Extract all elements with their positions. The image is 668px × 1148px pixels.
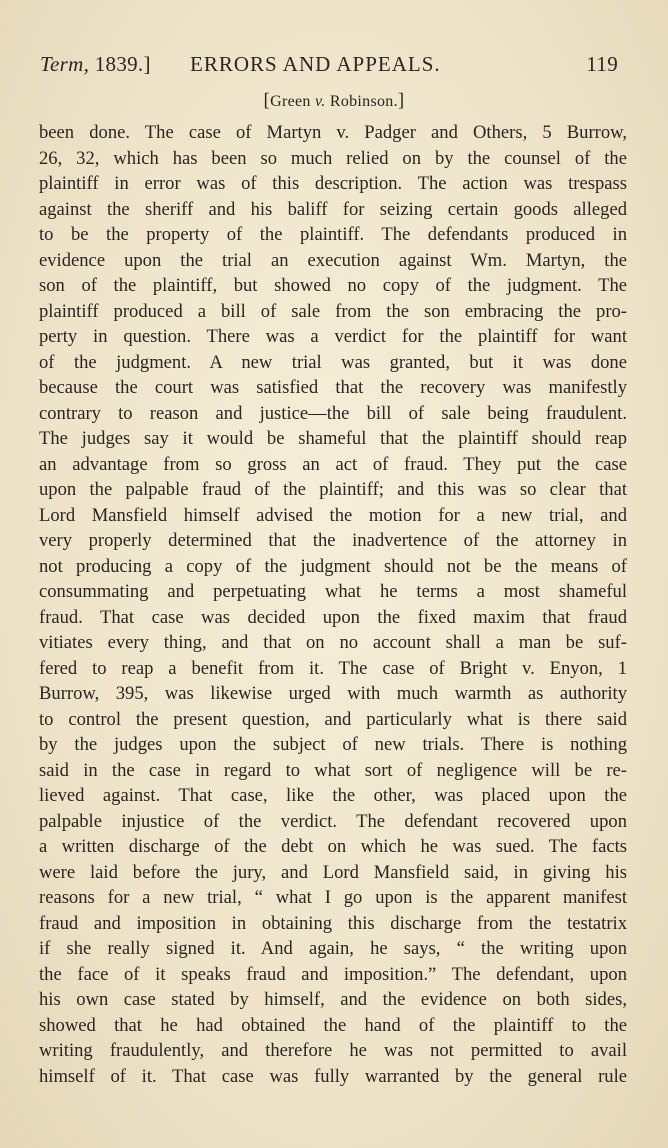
text-line: Lord Mansfield himself advised the motion for a new trial, and (39, 504, 627, 526)
text-line: perty in question. There was a verdict for the plaintiff for want (39, 326, 627, 347)
text-line: himself of it. That case was fully warranted by the general rule (39, 1065, 627, 1087)
text-line: the face of it speaks fraud and imposition.” The defendant, upon (39, 963, 627, 985)
caption-party-one: Green (270, 93, 311, 110)
text-line: plaintiff in error was of this description. The action was trespass (39, 173, 627, 194)
text-line: said in the case in regard to what sort of negligence will be re- (39, 759, 627, 781)
term-word: Term, (40, 52, 90, 76)
caption-versus: v. (315, 93, 326, 110)
case-caption (0, 90, 668, 112)
caption-close-bracket: ] (397, 90, 405, 111)
text-line: by the judges upon the subject of new trials. There is nothing (39, 734, 627, 755)
text-line: his own case stated by himself, and the evidence on both sides, (39, 989, 627, 1010)
text-line: reasons for a new trial, “ what I go upon is the apparent manifest (39, 887, 627, 908)
text-line: were laid before the jury, and Lord Mansfield said, in giving his (39, 861, 627, 883)
text-line: lieved against. That case, like the other, was placed upon the (39, 785, 627, 806)
text-line: plaintiff produced a bill of sale from the son embracing the pro- (39, 300, 627, 322)
text-line: evidence upon the trial an execution against Wm. Martyn, the (39, 249, 627, 271)
text-line: showed that he had obtained the hand of the plaintiff to the (39, 1014, 627, 1036)
text-line: 26, 32, which has been so much relied on by the counsel of the (39, 147, 627, 169)
text-line: fraud and imposition in obtaining this discharge from the testatrix (39, 912, 627, 934)
text-line: palpable injustice of the verdict. The defendant recovered upon (39, 810, 627, 832)
caption-open-bracket: [ (263, 90, 271, 111)
text-line: The judges say it would be shameful that the plaintiff should reap (39, 428, 627, 449)
page-number: 119 (586, 52, 618, 76)
text-line: fered to reap a benefit from it. The case of Bright v. Enyon, 1 (39, 657, 627, 679)
text-line: Burrow, 395, was likewise urged with much warmth as authority (39, 683, 627, 704)
text-line: if she really signed it. And again, he says, “ the writing upon (39, 938, 627, 959)
text-line: son of the plaintiff, but showed no copy of the judgment. The (39, 275, 627, 296)
text-line: been done. The case of Martyn v. Padger and Others, 5 Burrow, (39, 122, 627, 143)
text-line: fraud. That case was decided upon the fixed maxim that fraud (39, 606, 627, 628)
body-text (39, 120, 627, 1089)
text-line: vitiates every thing, and that on no account shall a man be suf- (39, 632, 627, 653)
text-line: a written discharge of the debt on which he was sued. The facts (39, 836, 627, 857)
text-line: consummating and perpetuating what he terms a most shameful (39, 581, 627, 602)
text-line: because the court was satisfied that the recovery was manifestly (39, 377, 627, 398)
text-line: against the sheriff and his baliff for seizing certain goods alleged (39, 198, 627, 220)
text-line: contrary to reason and justice—the bill of sale being fraudulent. (39, 402, 627, 424)
text-line: upon the palpable fraud of the plaintiff; and this was so clear that (39, 479, 627, 500)
text-line: of the judgment. A new trial was granted, but it was done (39, 351, 627, 373)
text-line: not producing a copy of the judgment should not be the means of (39, 555, 627, 577)
term-label (40, 52, 151, 77)
term-year: 1839.] (94, 52, 151, 76)
running-head (40, 52, 626, 82)
text-line: to control the present question, and particularly what is there said (39, 708, 627, 730)
text-line: to be the property of the plaintiff. The defendants produced in (39, 224, 627, 245)
text-line: writing fraudulently, and therefore he was not permitted to avail (39, 1040, 627, 1061)
text-line: very properly determined that the inadvertence of the attorney in (39, 530, 627, 551)
caption-party-two: Robinson. (329, 93, 398, 110)
text-line: an advantage from so gross an act of fraud. They put the case (39, 453, 627, 475)
running-title: ERRORS AND APPEALS. (190, 52, 441, 76)
